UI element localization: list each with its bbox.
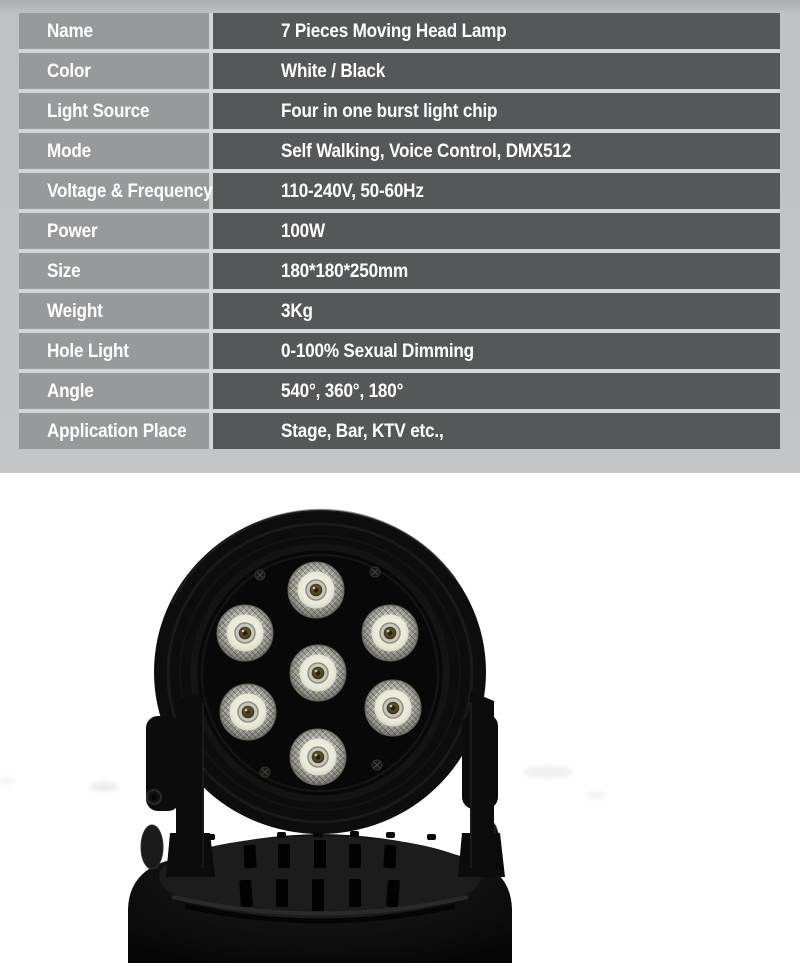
spec-value-cell: [213, 333, 780, 369]
spec-label-text: Size: [47, 260, 81, 282]
yoke-arm-left-foot: [166, 833, 215, 877]
spec-value-cell: [213, 13, 780, 49]
spec-value-cell: [213, 53, 780, 89]
spec-table-panel: [0, 0, 800, 473]
spec-value-cell: [213, 413, 780, 449]
spec-label-cell: [19, 93, 209, 129]
spec-label-cell: [19, 333, 209, 369]
spec-value-text: Self Walking, Voice Control, DMX512: [281, 140, 572, 162]
spec-value-cell: [213, 213, 780, 249]
spec-value-cell: [213, 373, 780, 409]
spec-table: [19, 13, 780, 449]
spec-value-text: 0-100% Sexual Dimming: [281, 340, 474, 362]
table-row: [19, 373, 780, 409]
table-row: [19, 253, 780, 289]
spec-value-text: Stage, Bar, KTV etc.,: [281, 420, 444, 442]
yoke-hub-left: [141, 825, 163, 869]
spec-label-cell: [19, 373, 209, 409]
table-row: [19, 173, 780, 209]
table-row: [19, 213, 780, 249]
spec-label-text: Color: [47, 60, 91, 82]
spec-value-text: White / Black: [281, 60, 386, 82]
table-row: [19, 333, 780, 369]
spec-value-cell: [213, 293, 780, 329]
table-row: [19, 53, 780, 89]
spec-label-text: Angle: [47, 380, 94, 402]
spec-label-text: Power: [47, 220, 98, 242]
screw-icon: [260, 767, 270, 777]
spec-value-text: 3Kg: [281, 300, 313, 322]
spec-label-text: Hole Light: [47, 340, 129, 362]
led: [220, 684, 276, 740]
spec-label-cell: [19, 133, 209, 169]
spec-label-text: Name: [47, 20, 93, 42]
spec-value-text: 540°, 360°, 180°: [281, 380, 404, 402]
led: [288, 562, 344, 618]
spec-value-cell: [213, 93, 780, 129]
spec-label-text: Mode: [47, 140, 91, 162]
table-row: [19, 93, 780, 129]
led: [365, 680, 421, 736]
spec-label-cell: [19, 213, 209, 249]
product-image: [0, 473, 800, 963]
spec-value-text: 110-240V, 50-60Hz: [281, 180, 424, 202]
table-row: [19, 293, 780, 329]
spec-value-text: 7 Pieces Moving Head Lamp: [281, 20, 507, 42]
spec-label-cell: [19, 173, 213, 209]
spec-value-cell: [213, 173, 780, 209]
screw-icon: [372, 760, 382, 770]
yoke-arm-right-foot: [458, 833, 505, 877]
spec-value-cell: [213, 253, 780, 289]
led: [290, 729, 346, 785]
spec-value-text: Four in one burst light chip: [281, 100, 498, 122]
table-row: [19, 413, 780, 449]
spec-label-text: Voltage & Frequency: [47, 180, 213, 202]
yoke-bolt-left-center: [152, 795, 157, 800]
spec-value-text: 100W: [281, 220, 325, 242]
spec-label-cell: [19, 293, 209, 329]
spec-value-cell: [213, 133, 780, 169]
screw-icon: [255, 570, 265, 580]
table-row: [19, 133, 780, 169]
led: [362, 605, 418, 661]
spec-label-text: Weight: [47, 300, 103, 322]
table-row: [19, 13, 780, 49]
spec-label-cell: [19, 253, 209, 289]
led: [290, 645, 346, 701]
spec-label-text: Application Place: [47, 420, 187, 442]
screw-icon: [370, 567, 380, 577]
spec-label-cell: [19, 413, 209, 449]
spec-label-cell: [19, 13, 209, 49]
led: [217, 605, 273, 661]
spec-value-text: 180*180*250mm: [281, 260, 408, 282]
product-photo-section: [0, 473, 800, 963]
spec-label-text: Light Source: [47, 100, 150, 122]
spec-label-cell: [19, 53, 209, 89]
